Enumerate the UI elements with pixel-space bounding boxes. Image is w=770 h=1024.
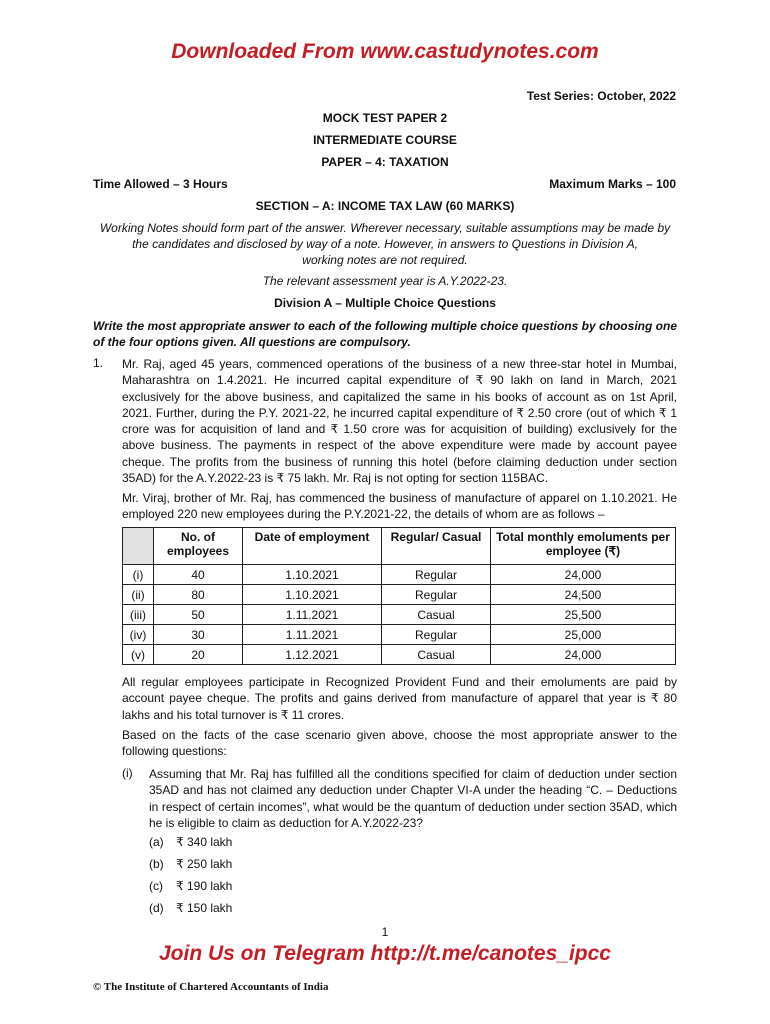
table-cell: (v) [123, 645, 154, 665]
table-cell: Regular [382, 565, 491, 585]
table-header-emoluments: Total monthly emoluments per employee (₹) [491, 528, 676, 565]
table-header-blank [123, 528, 154, 565]
copyright-notice: © The Institute of Chartered Accountants of India [93, 981, 329, 993]
option-label: (c) [149, 879, 163, 893]
paper-title-3: PAPER – 4: TAXATION [321, 155, 449, 169]
table-cell: (ii) [123, 585, 154, 605]
option-a[interactable] [149, 835, 232, 849]
instruction-text: Write the most appropriate answer to each of the following multiple choice questions by choosing one of the four options given. All questions are compulsory. [93, 319, 677, 349]
option-label: (a) [149, 835, 164, 849]
working-notes-line-3: working notes are not required. [302, 253, 468, 267]
table-cell: 30 [154, 625, 243, 645]
table-cell: Casual [382, 605, 491, 625]
table-cell: 1.10.2021 [243, 585, 382, 605]
working-notes-line-1: Working Notes should form part of the answer. Wherever necessary, suitable assumptions may be made by [99, 221, 671, 235]
question-number: 1. [93, 356, 104, 370]
table-row [123, 565, 676, 585]
assessment-year: The relevant assessment year is A.Y.2022-23. [262, 274, 508, 288]
table-row [123, 645, 676, 665]
table-cell: Regular [382, 585, 491, 605]
paper-title-1: MOCK TEST PAPER 2 [322, 111, 448, 125]
option-text: ₹ 340 lakh [176, 835, 233, 849]
page-number: 1 [381, 925, 389, 939]
employee-table [122, 527, 676, 665]
question-paragraph-1: Mr. Raj, aged 45 years, commenced operations of the business of a new three-star hotel in Mumbai, Maharashtra on 1.4.2021. He incurred capital expenditure of ₹ 90 lakh on land in March, 2021 exclusively for the above business, and capitalized the same in his books of account as on 1st April, 2021. Further, during the P.Y. 2021-22, he incurred capital expenditure of ₹ 2.50 crore (out of which ₹ 1 crore was for acquisition of land and ₹ 1.50 crore was for acquisition of building) exclusively for the above business. The payments in respect of the above expenditure were made by account payee cheque. The profits from the business of running this hotel (before claiming deduction under section 35AD) for the A.Y.2022-23 is ₹ 75 lakh. Mr. Raj is not opting for section 115BAC. [122, 357, 677, 486]
sub-question-number: (i) [122, 766, 133, 780]
option-b[interactable] [149, 857, 232, 871]
telegram-link[interactable]: Join Us on Telegram http://t.me/canotes_ipcc [159, 942, 611, 965]
table-header-type: Regular/ Casual [382, 528, 491, 565]
table-cell: 20 [154, 645, 243, 665]
option-text: ₹ 190 lakh [176, 879, 233, 893]
maximum-marks: Maximum Marks – 100 [549, 177, 676, 191]
table-cell: 80 [154, 585, 243, 605]
table-cell: Regular [382, 625, 491, 645]
table-cell: (i) [123, 565, 154, 585]
table-cell: 24,000 [491, 645, 676, 665]
table-cell: 1.11.2021 [243, 605, 382, 625]
time-allowed: Time Allowed – 3 Hours [93, 177, 228, 191]
table-cell: 25,500 [491, 605, 676, 625]
table-cell: 50 [154, 605, 243, 625]
download-banner: Downloaded From www.castudynotes.com [171, 40, 599, 63]
option-label: (b) [149, 857, 164, 871]
table-header-date: Date of employment [243, 528, 382, 565]
test-series: Test Series: October, 2022 [526, 89, 676, 103]
table-cell: 40 [154, 565, 243, 585]
table-row [123, 605, 676, 625]
option-d[interactable] [149, 901, 232, 915]
question-paragraph-4: Based on the facts of the case scenario given above, choose the most appropriate answer to the following questions: [122, 728, 677, 758]
option-label: (d) [149, 901, 164, 915]
sub-question-text: Assuming that Mr. Raj has fulfilled all the conditions specified for claim of deduction under section 35AD and has not claimed any deduction under Chapter VI-A under the heading “C. – Deductions in respect of certain incomes”, what would be the quantum of deduction under section 35AD, which he is eligible to claim as deduction for A.Y.2022-23? [149, 767, 677, 830]
table-row [123, 585, 676, 605]
question-paragraph-3: All regular employees participate in Recognized Provident Fund and their emoluments are paid by account payee cheque. The profits and gains derived from manufacture of apparel that year is ₹ 80 lakhs and his total turnover is ₹ 11 crores. [122, 675, 677, 722]
table-header-employees: No. of employees [154, 528, 243, 565]
table-cell: 24,500 [491, 585, 676, 605]
option-text: ₹ 150 lakh [176, 901, 233, 915]
table-cell: (iii) [123, 605, 154, 625]
paper-title-2: INTERMEDIATE COURSE [313, 133, 457, 147]
question-paragraph-2: Mr. Viraj, brother of Mr. Raj, has commenced the business of manufacture of apparel on 1.10.2021. He employed 220 new employees during the P.Y.2021-22, the details of whom are as follows – [122, 491, 677, 521]
option-text: ₹ 250 lakh [176, 857, 233, 871]
table-cell: 24,000 [491, 565, 676, 585]
table-cell: (iv) [123, 625, 154, 645]
table-row [123, 625, 676, 645]
table-cell: 1.10.2021 [243, 565, 382, 585]
table-cell: Casual [382, 645, 491, 665]
table-cell: 1.12.2021 [243, 645, 382, 665]
option-c[interactable] [149, 879, 232, 893]
table-cell: 1.11.2021 [243, 625, 382, 645]
table-cell: 25,000 [491, 625, 676, 645]
section-heading: SECTION – A: INCOME TAX LAW (60 MARKS) [255, 199, 515, 213]
table-header-row [123, 528, 676, 565]
working-notes-line-2: the candidates and disclosed by way of a note. However, in answers to Questions in Division A, [132, 237, 638, 251]
division-heading: Division A – Multiple Choice Questions [274, 296, 496, 310]
